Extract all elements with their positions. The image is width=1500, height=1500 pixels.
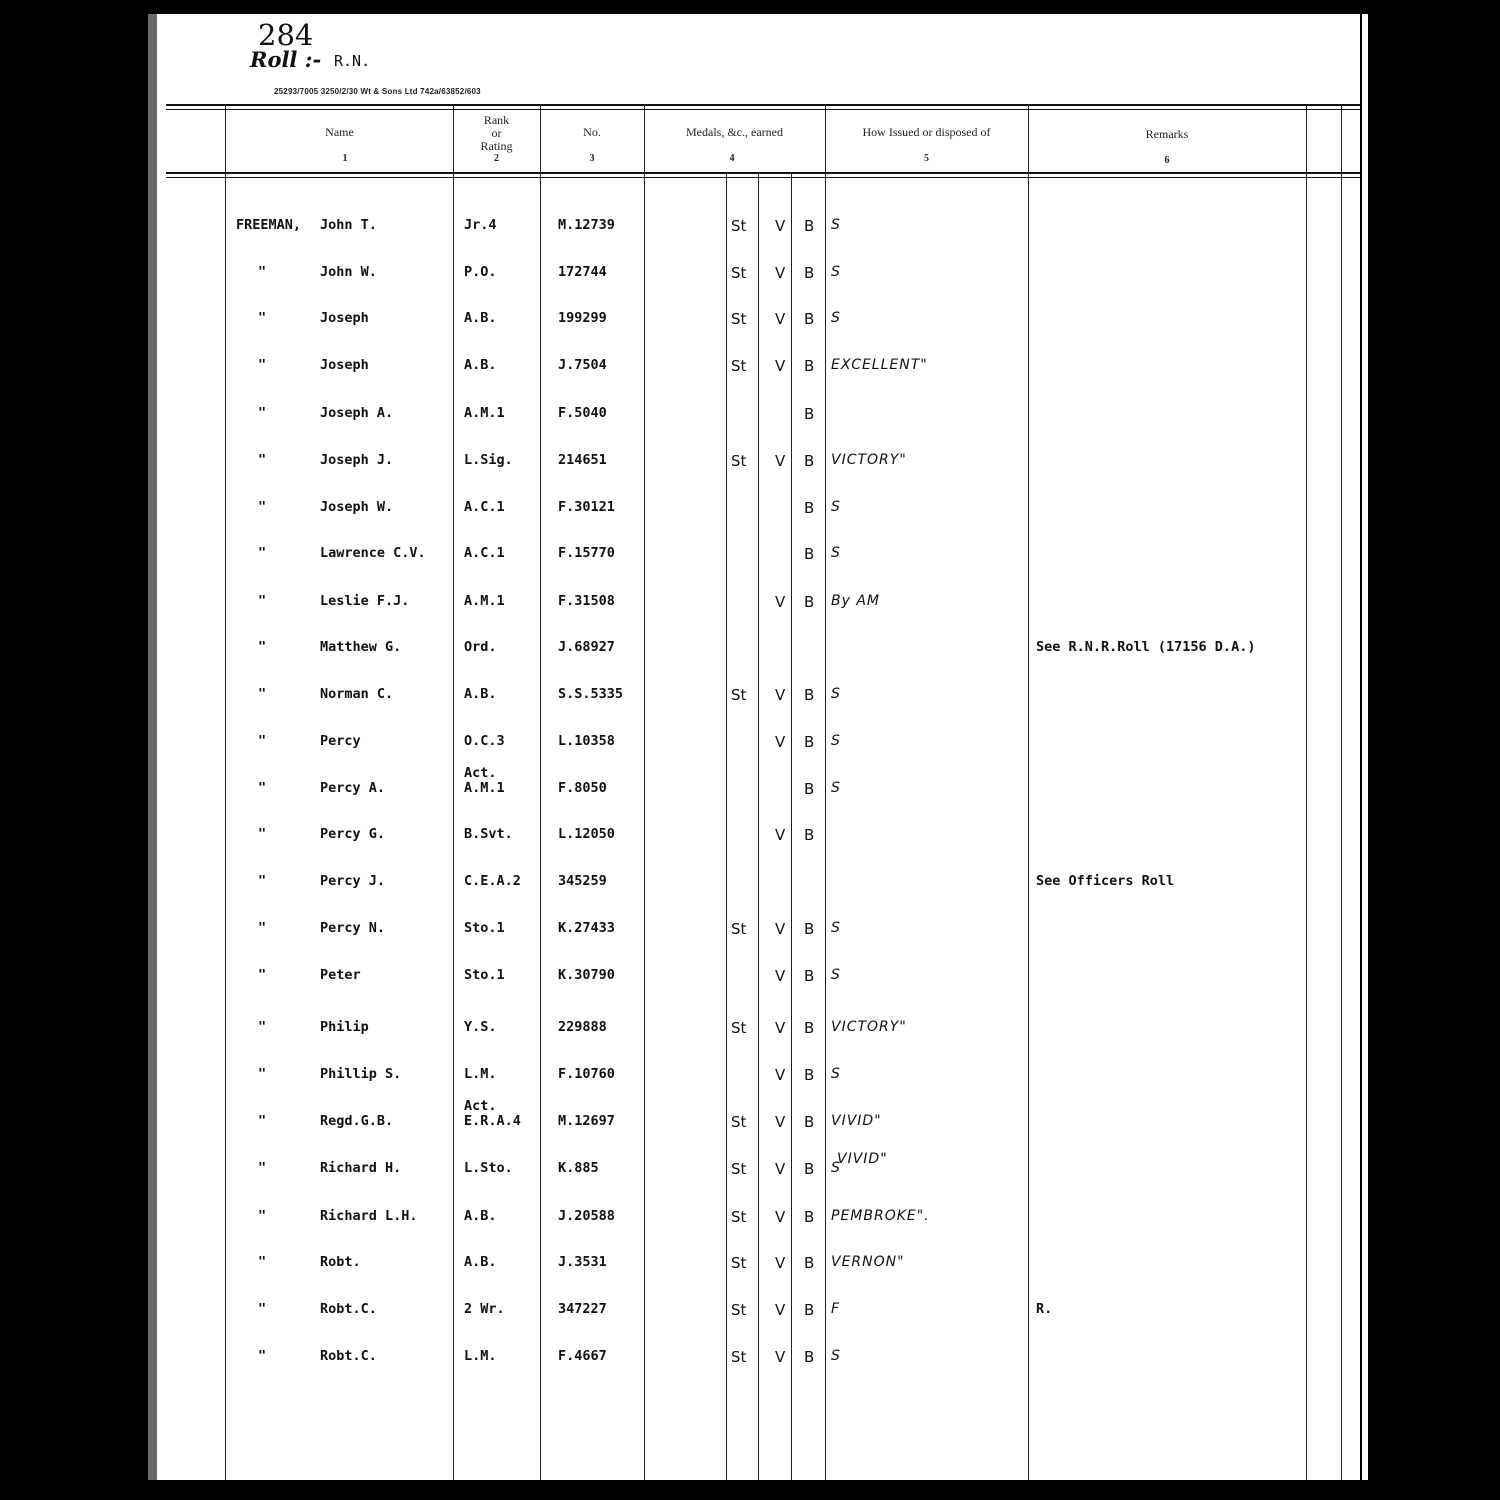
forename-cell: Lawrence C.V.	[320, 545, 426, 561]
roll-row	[148, 873, 1360, 899]
issued-cell: S	[831, 1066, 841, 1082]
column-header-rank: Rank or Rating	[480, 113, 513, 153]
roll-row	[148, 639, 1360, 665]
victory-medal-mark: V	[775, 920, 786, 938]
forename-cell: John T.	[320, 217, 377, 233]
service-number-cell: J.3531	[558, 1254, 607, 1270]
british-medal-mark: B	[804, 920, 815, 938]
roll-row	[148, 1066, 1360, 1092]
annotation-vivid: VIVID"	[837, 1151, 888, 1167]
victory-medal-mark: V	[775, 733, 786, 751]
surname-cell: "	[258, 405, 267, 421]
surname-cell: "	[258, 733, 267, 749]
star-medal-mark: St	[731, 1301, 747, 1319]
victory-medal-mark: V	[775, 1301, 786, 1319]
issued-cell: S	[831, 920, 841, 936]
service-number-cell: 347227	[558, 1301, 607, 1317]
forename-cell: Peter	[320, 967, 361, 983]
service-number-cell: K.885	[558, 1160, 599, 1176]
rank-cell: Sto.1	[464, 967, 505, 983]
service-number-cell: 172744	[558, 264, 607, 280]
victory-medal-mark: V	[775, 264, 786, 282]
surname-cell: "	[258, 1160, 267, 1176]
issued-cell: S	[831, 686, 841, 702]
rank-cell: A.C.1	[464, 499, 505, 515]
surname-cell: "	[258, 452, 267, 468]
victory-medal-mark: V	[775, 1160, 786, 1178]
surname-cell: "	[258, 1301, 267, 1317]
issued-cell: EXCELLENT"	[831, 357, 928, 373]
surname-cell: "	[258, 967, 267, 983]
issued-cell: VERNON"	[831, 1254, 905, 1270]
issued-cell: S	[831, 545, 841, 561]
british-medal-mark: B	[804, 310, 815, 328]
service-number-cell: 214651	[558, 452, 607, 468]
surname-cell: "	[258, 264, 267, 280]
forename-cell: Joseph J.	[320, 452, 394, 468]
forename-cell: Robt.C.	[320, 1348, 377, 1364]
roll-row	[148, 1208, 1360, 1234]
forename-cell: Leslie F.J.	[320, 593, 410, 609]
british-medal-mark: B	[804, 733, 815, 751]
star-medal-mark: St	[731, 686, 747, 704]
rank-cell: L.M.	[464, 1066, 497, 1082]
rank-cell: Ord.	[464, 639, 497, 655]
issued-cell: S	[831, 499, 841, 515]
rank-cell: A.B.	[464, 1208, 497, 1224]
forename-cell: Percy G.	[320, 826, 386, 842]
forename-cell: Robt.C.	[320, 1301, 377, 1317]
roll-row	[148, 499, 1360, 525]
service-number-cell: F.8050	[558, 780, 607, 796]
star-medal-mark: St	[731, 452, 747, 470]
surname-cell: "	[258, 1019, 267, 1035]
victory-medal-mark: V	[775, 1113, 786, 1131]
header-bottom-rule-thin	[166, 177, 1360, 178]
british-medal-mark: B	[804, 405, 815, 423]
rank-cell: A.B.	[464, 1254, 497, 1270]
british-medal-mark: B	[804, 826, 815, 844]
star-medal-mark: St	[731, 1208, 747, 1226]
roll-row	[148, 1160, 1360, 1186]
rank-cell: Sto.1	[464, 920, 505, 936]
british-medal-mark: B	[804, 264, 815, 282]
rank-cell: B.Svt.	[464, 826, 513, 842]
rank-cell: L.Sto.	[464, 1160, 513, 1176]
surname-cell: "	[258, 357, 267, 373]
british-medal-mark: B	[804, 967, 815, 985]
rank-cell: E.R.A.4	[464, 1113, 521, 1129]
column-header-number: No.	[583, 125, 601, 139]
roll-row	[148, 920, 1360, 946]
service-number-cell: 229888	[558, 1019, 607, 1035]
service-number-cell: J.7504	[558, 357, 607, 373]
remarks-cell: R.	[1036, 1301, 1053, 1317]
column-header-issued: How Issued or disposed of	[862, 125, 991, 139]
column-number-6: 6	[1164, 155, 1170, 166]
issued-cell: S	[831, 780, 841, 796]
roll-row	[148, 1254, 1360, 1280]
forename-cell: Regd.G.B.	[320, 1113, 394, 1129]
issued-cell: S	[831, 217, 841, 233]
printer-imprint: 25293/7005 3250/2/30 Wt & Sons Ltd 742a/63852/603	[274, 87, 481, 96]
star-medal-mark: St	[731, 357, 747, 375]
victory-medal-mark: V	[775, 826, 786, 844]
rank-cell: A.M.1	[464, 593, 505, 609]
star-medal-mark: St	[731, 310, 747, 328]
roll-row	[148, 1301, 1360, 1327]
roll-row	[148, 310, 1360, 336]
rank-cell: A.M.1	[464, 780, 505, 796]
service-number-cell: M.12739	[558, 217, 615, 233]
star-medal-mark: St	[731, 264, 747, 282]
rank-cell: A.M.1	[464, 405, 505, 421]
rank-cell: L.M.	[464, 1348, 497, 1364]
forename-cell: Joseph	[320, 310, 369, 326]
star-medal-mark: St	[731, 920, 747, 938]
surname-cell: "	[258, 1066, 267, 1082]
service-number-cell: S.S.5335	[558, 686, 624, 702]
roll-row	[148, 405, 1360, 431]
british-medal-mark: B	[804, 499, 815, 517]
surname-cell: "	[258, 1254, 267, 1270]
service-number-cell: F.31508	[558, 593, 615, 609]
british-medal-mark: B	[804, 593, 815, 611]
roll-row	[148, 1348, 1360, 1374]
service-number-cell: J.20588	[558, 1208, 615, 1224]
service-number-cell: 199299	[558, 310, 607, 326]
surname-cell: "	[258, 686, 267, 702]
british-medal-mark: B	[804, 1301, 815, 1319]
service-number-cell: L.12050	[558, 826, 615, 842]
surname-cell: "	[258, 920, 267, 936]
issued-cell: S	[831, 1160, 841, 1176]
top-rule-thin	[166, 109, 1360, 110]
forename-cell: Joseph A.	[320, 405, 394, 421]
issued-cell: PEMBROKE".	[831, 1208, 930, 1224]
forename-cell: Percy	[320, 733, 361, 749]
british-medal-mark: B	[804, 1348, 815, 1366]
roll-row	[148, 357, 1360, 383]
page-right-edge	[1362, 14, 1368, 1480]
issued-cell: S	[831, 967, 841, 983]
star-medal-mark: St	[731, 217, 747, 235]
roll-row	[148, 765, 1360, 806]
roll-value: R.N.	[334, 52, 371, 70]
column-header-name: Name	[325, 125, 354, 139]
issued-cell: S	[831, 310, 841, 326]
victory-medal-mark: V	[775, 1066, 786, 1084]
forename-cell: Matthew G.	[320, 639, 402, 655]
british-medal-mark: B	[804, 1160, 815, 1178]
roll-row	[148, 733, 1360, 759]
roll-row	[148, 1019, 1360, 1045]
column-number-4: 4	[729, 153, 735, 164]
roll-row	[148, 826, 1360, 852]
surname-cell: FREEMAN,	[236, 217, 302, 233]
british-medal-mark: B	[804, 545, 815, 563]
rank-cell: C.E.A.2	[464, 873, 521, 889]
forename-cell: Phillip S.	[320, 1066, 402, 1082]
surname-cell: "	[258, 780, 267, 796]
victory-medal-mark: V	[775, 1019, 786, 1037]
british-medal-mark: B	[804, 686, 815, 704]
service-number-cell: 345259	[558, 873, 607, 889]
remarks-cell: See Officers Roll	[1036, 873, 1175, 889]
rank-cell: L.Sig.	[464, 452, 513, 468]
victory-medal-mark: V	[775, 310, 786, 328]
roll-row	[148, 452, 1360, 478]
star-medal-mark: St	[731, 1113, 747, 1131]
surname-cell: "	[258, 545, 267, 561]
british-medal-mark: B	[804, 780, 815, 798]
british-medal-mark: B	[804, 1066, 815, 1084]
roll-row	[148, 217, 1360, 243]
star-medal-mark: St	[731, 1348, 747, 1366]
issued-cell: VICTORY"	[831, 1019, 907, 1035]
rank-cell: A.C.1	[464, 545, 505, 561]
rank-prefix: Act.	[464, 765, 497, 781]
roll-row	[148, 593, 1360, 619]
forename-cell: Percy N.	[320, 920, 386, 936]
remarks-cell: See R.N.R.Roll (17156 D.A.)	[1036, 639, 1256, 655]
issued-cell: F	[831, 1301, 841, 1317]
service-number-cell: L.10358	[558, 733, 615, 749]
victory-medal-mark: V	[775, 357, 786, 375]
victory-medal-mark: V	[775, 1208, 786, 1226]
header-bottom-rule	[166, 172, 1360, 174]
service-number-cell: M.12697	[558, 1113, 615, 1129]
page-number: 284	[258, 18, 314, 52]
rank-cell: Jr.4	[464, 217, 497, 233]
british-medal-mark: B	[804, 217, 815, 235]
surname-cell: "	[258, 1208, 267, 1224]
british-medal-mark: B	[804, 452, 815, 470]
top-rule	[166, 104, 1360, 106]
star-medal-mark: St	[731, 1160, 747, 1178]
british-medal-mark: B	[804, 1208, 815, 1226]
roll-row	[148, 264, 1360, 290]
roll-row	[148, 967, 1360, 993]
rank-prefix: Act.	[464, 1098, 497, 1114]
victory-medal-mark: V	[775, 452, 786, 470]
forename-cell: Percy A.	[320, 780, 386, 796]
forename-cell: Joseph	[320, 357, 369, 373]
victory-medal-mark: V	[775, 686, 786, 704]
service-number-cell: K.27433	[558, 920, 615, 936]
surname-cell: "	[258, 499, 267, 515]
surname-cell: "	[258, 310, 267, 326]
service-number-cell: F.30121	[558, 499, 615, 515]
rank-cell: P.O.	[464, 264, 497, 280]
issued-cell: S	[831, 733, 841, 749]
issued-cell: VICTORY"	[831, 452, 907, 468]
forename-cell: Percy J.	[320, 873, 386, 889]
british-medal-mark: B	[804, 357, 815, 375]
surname-cell: "	[258, 826, 267, 842]
forename-cell: Robt.	[320, 1254, 361, 1270]
issued-cell: By AM	[831, 593, 880, 609]
surname-cell: "	[258, 1113, 267, 1129]
forename-cell: John W.	[320, 264, 377, 280]
victory-medal-mark: V	[775, 1348, 786, 1366]
issued-cell: S	[831, 264, 841, 280]
roll-page	[148, 14, 1360, 1480]
star-medal-mark: St	[731, 1019, 747, 1037]
rank-cell: Y.S.	[464, 1019, 497, 1035]
roll-row	[148, 545, 1360, 571]
forename-cell: Joseph W.	[320, 499, 394, 515]
forename-cell: Norman C.	[320, 686, 394, 702]
column-number-3: 3	[589, 153, 595, 164]
victory-medal-mark: V	[775, 1254, 786, 1272]
issued-cell: VIVID"	[831, 1113, 882, 1129]
rank-cell: A.B.	[464, 686, 497, 702]
british-medal-mark: B	[804, 1113, 815, 1131]
rank-cell: 2 Wr.	[464, 1301, 505, 1317]
surname-cell: "	[258, 1348, 267, 1364]
column-header-remarks: Remarks	[1145, 127, 1189, 141]
service-number-cell: K.30790	[558, 967, 615, 983]
service-number-cell: J.68927	[558, 639, 615, 655]
roll-label: Roll :-	[250, 47, 322, 72]
surname-cell: "	[258, 873, 267, 889]
column-number-1: 1	[342, 153, 348, 164]
roll-row	[148, 686, 1360, 712]
roll-row	[148, 1098, 1360, 1139]
issued-cell: S	[831, 1348, 841, 1364]
service-number-cell: F.4667	[558, 1348, 607, 1364]
forename-cell: Richard H.	[320, 1160, 402, 1176]
forename-cell: Richard L.H.	[320, 1208, 418, 1224]
column-number-2: 2	[494, 153, 499, 164]
british-medal-mark: B	[804, 1254, 815, 1272]
surname-cell: "	[258, 639, 267, 655]
rank-cell: A.B.	[464, 310, 497, 326]
victory-medal-mark: V	[775, 217, 786, 235]
service-number-cell: F.5040	[558, 405, 607, 421]
column-number-5: 5	[924, 153, 929, 164]
rank-cell: A.B.	[464, 357, 497, 373]
forename-cell: Philip	[320, 1019, 369, 1035]
victory-medal-mark: V	[775, 593, 786, 611]
column-header-medals: Medals, &c., earned	[686, 125, 783, 139]
service-number-cell: F.10760	[558, 1066, 615, 1082]
surname-cell: "	[258, 593, 267, 609]
rank-cell: O.C.3	[464, 733, 505, 749]
british-medal-mark: B	[804, 1019, 815, 1037]
victory-medal-mark: V	[775, 967, 786, 985]
service-number-cell: F.15770	[558, 545, 615, 561]
star-medal-mark: St	[731, 1254, 747, 1272]
